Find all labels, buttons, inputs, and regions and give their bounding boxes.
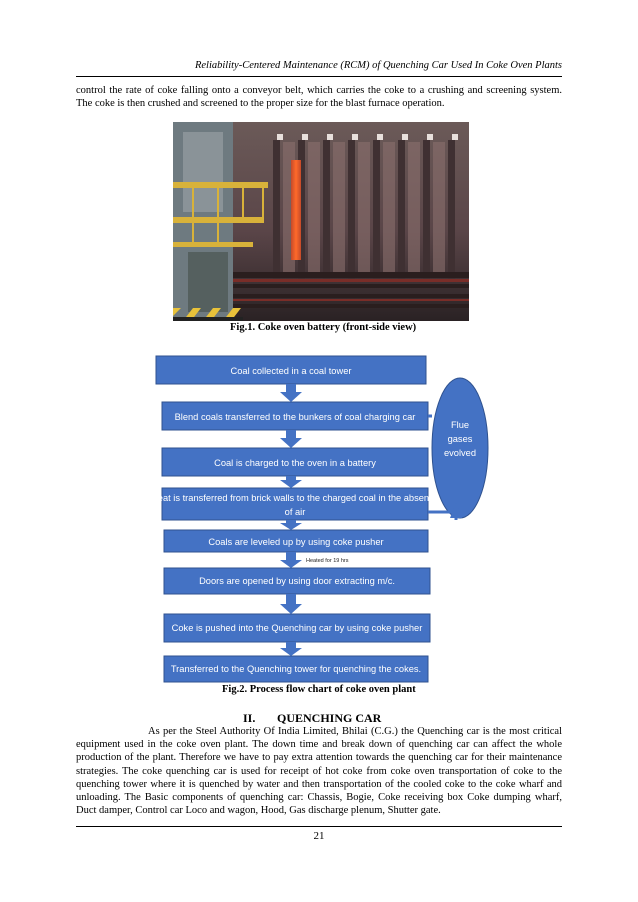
footer-rule bbox=[76, 826, 562, 827]
ellipse-text-3: evolved bbox=[443, 448, 477, 458]
section-title: QUENCHING CAR bbox=[277, 711, 382, 725]
running-header: Reliability-Centered Maintenance (RCM) of Quenching Car Used In Coke Oven Plants bbox=[194, 60, 562, 71]
body-paragraph-2-text: As per the Steel Authority Of India Limited, Bhilai (C.G.) the Quenching car is the most critical equipment used in the coke oven plant. The down time and break down of quenching car can affect the whole production of the plant. Therefore we have to pay extra attention towards the quenching car for their maintenance strategies. The coke quenching car is used for receipt of hot coke from coke oven transportation of coke to the quenching tower where it is quenched by water and then transportation of the cooled coke to the coke wharf and unloading. The Basic components of quenching car: Chassis, Bogie, Coke receiving box Coke dumping wharf, Duct damper, Control car Loco and wagon, Hood, Gas discharge plenum, Shutter gate. bbox=[76, 726, 562, 817]
section-heading bbox=[243, 711, 381, 726]
flow-step-2-text: Blend coals transferred to the bunkers of coal charging car bbox=[174, 412, 416, 422]
figure-2-caption: Fig.2. Process flow chart of coke oven plant bbox=[222, 684, 416, 695]
figure-1-caption: Fig.1. Coke oven battery (front-side view) bbox=[230, 322, 417, 333]
flow-step-1-text: Coal collected in a coal tower bbox=[230, 366, 352, 376]
body-paragraph-2 bbox=[76, 725, 562, 817]
flow-step-3-text: Coal is charged to the oven in a battery bbox=[214, 458, 376, 468]
process-flow-chart bbox=[150, 352, 490, 688]
page-number: 21 bbox=[313, 830, 325, 842]
body-paragraph-1: control the rate of coke falling onto a conveyor belt, which carries the coke to a crushing and screening system. The coke is then crushed and screened to the proper size for the blast furnace operation. bbox=[76, 85, 562, 110]
flow-step-4-text-b: of air bbox=[284, 507, 306, 517]
flow-step-5-text: Coals are leveled up by using coke pusher bbox=[208, 537, 384, 547]
coke-oven-battery-photo bbox=[173, 122, 469, 321]
flow-step-4-text-a: Heat is transferred from brick walls to the charged coal in the absence bbox=[151, 493, 439, 503]
heated-note: Heated for 19 hrs bbox=[306, 558, 349, 564]
flow-step-6-text: Doors are opened by using door extracting m/c. bbox=[199, 576, 395, 586]
section-number: II. bbox=[243, 711, 256, 725]
flow-step-8-text: Transferred to the Quenching tower for quenching the cokes. bbox=[170, 664, 422, 674]
header-rule bbox=[76, 76, 562, 77]
flow-step-7-text: Coke is pushed into the Quenching car by using coke pusher bbox=[171, 623, 423, 633]
ellipse-text-2: gases bbox=[447, 434, 473, 444]
ellipse-text-1: Flue bbox=[450, 420, 470, 430]
